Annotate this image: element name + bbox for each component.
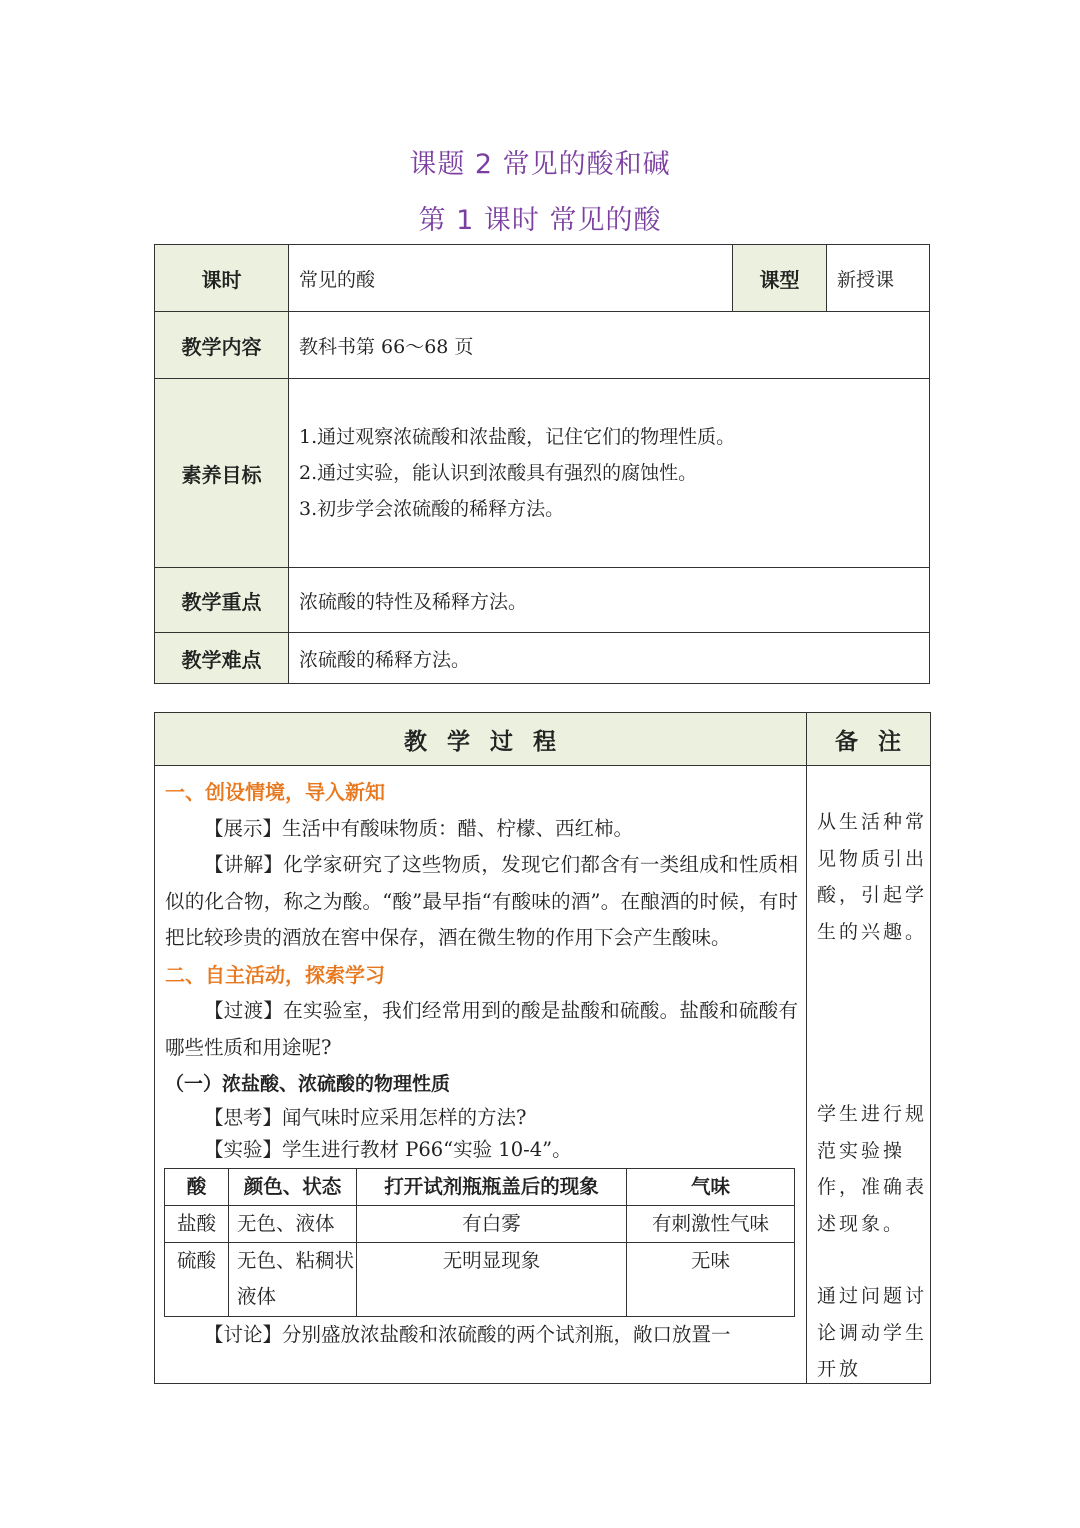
difficulty-value: 浓硫酸的稀释方法。 [289,633,930,684]
goals-label: 素养目标 [155,379,289,568]
goal-item: 3.初步学会浓硫酸的稀释方法。 [299,498,565,520]
lesson-info-table [154,244,930,684]
paragraph-discuss: 【讨论】分别盛放浓盐酸和浓硫酸的两个试剂瓶，敞口放置一 [204,1323,731,1346]
content-value: 教科书第 66～68 页 [289,312,930,379]
note-3: 通过问题讨论调动学生开放 [817,1285,928,1380]
paragraph-show: 【展示】生活中有酸味物质：醋、柠檬、西红柿。 [204,816,634,840]
key-value: 浓硫酸的特性及稀释方法。 [289,568,930,633]
teaching-process-table [154,712,931,1384]
table-cell: 无色、液体 [229,1206,357,1243]
note-2: 学生进行规范实验操作，准确表述现象。 [817,1103,928,1235]
goal-item: 1.通过观察浓硫酸和浓盐酸，记住它们的物理性质。 [299,426,736,448]
table-row [165,1206,795,1243]
goal-item: 2.通过实验，能认识到浓酸具有强烈的腐蚀性。 [299,462,698,484]
process-header: 教学过程 [155,713,807,766]
table-cell: 有刺激性气味 [627,1206,795,1243]
table-cell: 盐酸 [165,1206,229,1243]
section-heading: 一、创设情境，导入新知 [165,780,385,804]
lesson-label: 课时 [155,245,289,312]
experiment-table [164,1168,795,1317]
table-row [165,1243,795,1317]
page-subtitle: 第 1 课时 常见的酸 [418,205,662,236]
exp-header-phenomenon: 打开试剂瓶瓶盖后的现象 [357,1169,627,1206]
page-title: 课题 2 常见的酸和碱 [409,149,671,180]
paragraph-explain: 【讲解】化学家研究了这些物质，发现它们都含有一类组成和性质相似的化合物，称之为酸。“酸”最早指“有酸味的酒”。在酿酒的时候，有时把比较珍贵的酒放在窖中保存，酒在微生物的作用下会产生酸味。 [165,853,798,949]
section-heading: 二、自主活动，探索学习 [165,962,385,987]
type-label: 课型 [733,245,827,312]
table-cell: 无明显现象 [357,1243,627,1317]
table-cell: 无色、粘稠状液体 [229,1243,357,1317]
note-1: 从生活种常见物质引出酸，引起学生的兴趣。 [817,811,928,943]
subsection-heading: （一）浓盐酸、浓硫酸的物理性质 [165,1073,451,1095]
exp-header-acid: 酸 [165,1169,229,1206]
exp-header-state: 颜色、状态 [229,1169,357,1206]
table-cell: 有白雾 [357,1206,627,1243]
notes-header: 备注 [807,713,931,766]
lesson-value: 常见的酸 [289,245,733,312]
paragraph-transition: 【过渡】在实验室，我们经常用到的酸是盐酸和硫酸。盐酸和硫酸有哪些性质和用途呢? [165,999,798,1059]
paragraph-think: 【思考】闻气味时应采用怎样的方法? [204,1106,527,1129]
table-cell: 硫酸 [165,1243,229,1317]
table-cell: 无味 [627,1243,795,1317]
difficulty-label: 教学难点 [155,633,289,684]
paragraph-experiment: 【实验】学生进行教材 P66“实验 10-4”。 [204,1138,572,1161]
type-value: 新授课 [827,245,930,312]
process-content [155,766,807,1384]
exp-header-odor: 气味 [627,1169,795,1206]
goals-cell [289,379,930,568]
content-label: 教学内容 [155,312,289,379]
key-label: 教学重点 [155,568,289,633]
notes-column [807,766,931,1384]
